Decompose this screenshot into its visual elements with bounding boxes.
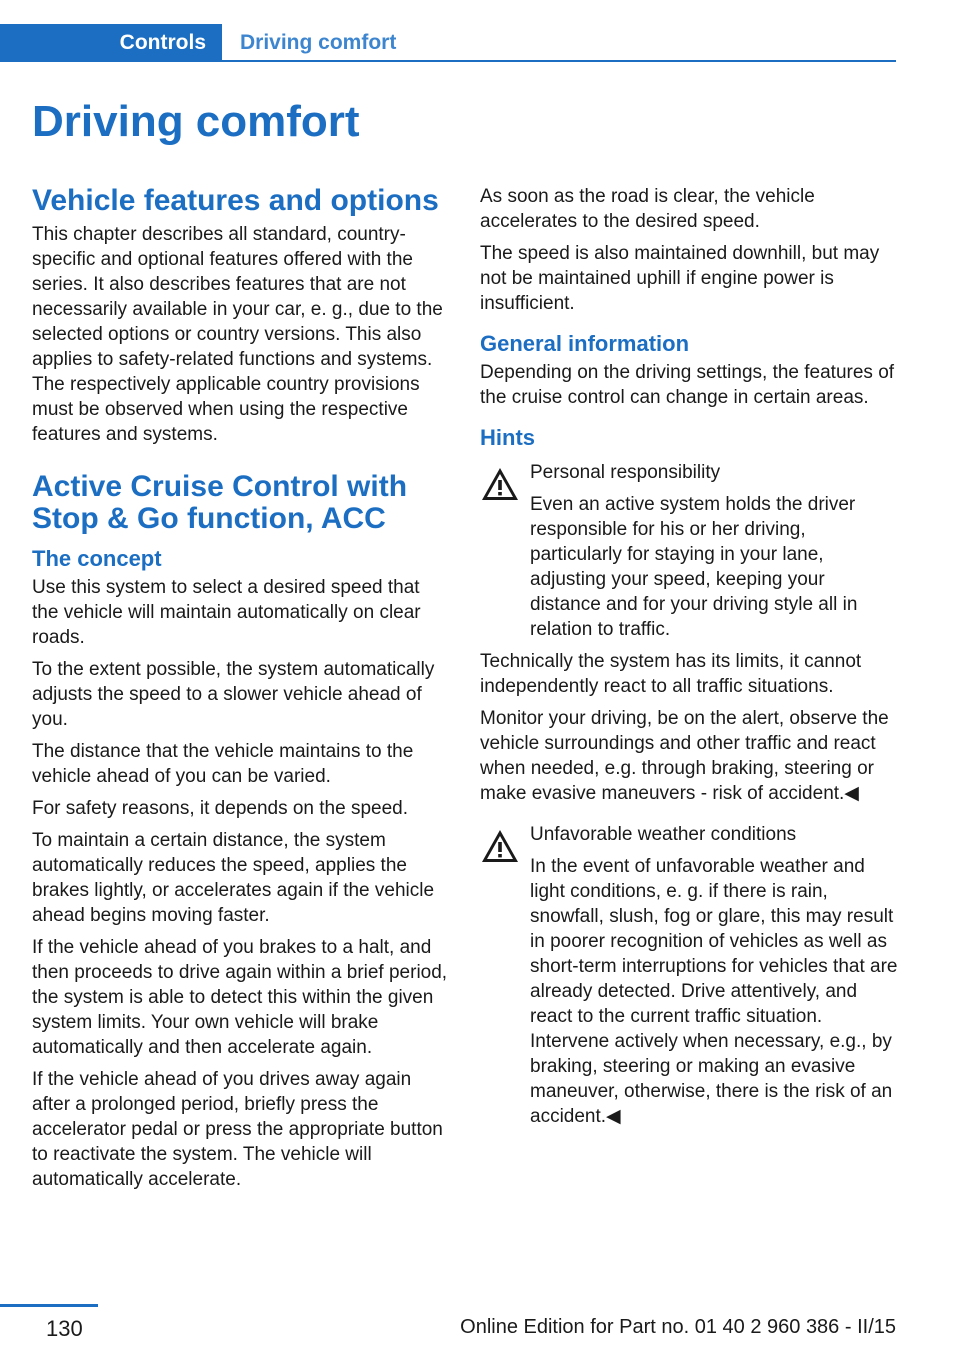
acc-heading: Active Cruise Control with Stop & Go function, ACC — [32, 470, 408, 535]
warning-text: In the event of unfavorable weather and light conditions, e. g. if there is rain, snowfall, slush, fog or glare, this may result in poorer recognition of vehicles as well as short-term interruptions for vehicles that are already detected. Drive attentively, and react to the current traffic situation. Intervene actively when necessary, e.g., by braking, steering or making an evasive maneuver, otherwise, there is the risk of an accident.◀ — [530, 856, 898, 1127]
warning-body — [480, 649, 898, 806]
warning-text: Even an active system holds the driver responsible for his or her driving, particularly for staying in your lane, adjusting your speed, keeping your distance and for your driving style all in relation to traffic. — [530, 494, 858, 640]
concept-paragraph: The distance that the vehicle maintains to the vehicle ahead of you can be varied. — [32, 741, 414, 787]
edition-text: Online Edition for Part no. 01 40 2 960 386 - II/15 — [460, 1316, 896, 1338]
warning-text: Technically the system has its limits, it cannot independently react to all traffic situations. — [480, 651, 862, 697]
vehicle-features-heading: Vehicle features and options — [32, 184, 439, 217]
warning-triangle-icon — [480, 466, 520, 502]
warning-unfavorable-weather — [480, 822, 898, 1129]
intro-paragraph: This chapter describes all standard, country-specific and optional features offered with the series. It also describes features that are not necessarily available in your car, e. g., due to the selected options or country versions. This also applies to safety-related functions and systems. The respectively applicable country provisions must be observed when using the respective features and systems. — [32, 224, 443, 445]
warning-triangle-icon — [480, 828, 520, 864]
page-title: Driving comfort — [32, 97, 360, 146]
page-number: 130 — [46, 1316, 83, 1341]
warning-title: Personal responsibility — [530, 462, 721, 483]
header-rule — [222, 60, 896, 62]
page-header — [0, 24, 896, 62]
general-information-heading: General information — [480, 331, 690, 356]
warning-text: Monitor your driving, be on the alert, observe the vehicle surroundings and other traffic and react when needed, e.g. through braking, steering or make evasive maneuvers - risk of accident.◀ — [480, 708, 889, 804]
general-information-text: Depending on the driving settings, the features of the cruise control can change in certain areas. — [480, 362, 895, 408]
left-column — [32, 184, 450, 1199]
concept-paragraph: For safety reasons, it depends on the speed. — [32, 798, 409, 819]
concept-paragraph: To the extent possible, the system automatically adjusts the speed to a slower vehicle ahead of you. — [32, 659, 435, 730]
footer-rule — [0, 1304, 98, 1307]
concept-paragraph: Use this system to select a desired speed that the vehicle will maintain automatically on clear roads. — [32, 577, 421, 648]
section-tab[interactable]: Controls — [0, 24, 222, 62]
concept-paragraph: To maintain a certain distance, the system automatically reduces the speed, applies the brakes lightly, or accelerates again if the vehicle ahead begins moving faster. — [32, 830, 435, 926]
hints-heading: Hints — [480, 425, 535, 450]
body-paragraph: As soon as the road is clear, the vehicle accelerates to the desired speed. — [480, 186, 815, 232]
concept-paragraph: If the vehicle ahead of you drives away again after a prolonged period, briefly press the accelerator pedal or press the appropriate button to reactivate the system. The vehicle will automatically accelerate. — [32, 1069, 443, 1190]
concept-paragraph: If the vehicle ahead of you brakes to a halt, and then proceeds to drive again within a brief period, the system is able to detect this within the given system limits. Your own vehicle will brake automatically and then accelerate again. — [32, 937, 448, 1058]
concept-heading: The concept — [32, 546, 162, 571]
warning-personal-responsibility — [480, 460, 898, 806]
warning-title: Unfavorable weather conditions — [530, 824, 797, 845]
body-paragraph: The speed is also maintained downhill, but may not be maintained uphill if engine power is insufficient. — [480, 243, 880, 314]
right-column — [480, 184, 898, 1136]
subsection-label[interactable]: Driving comfort — [240, 31, 397, 54]
